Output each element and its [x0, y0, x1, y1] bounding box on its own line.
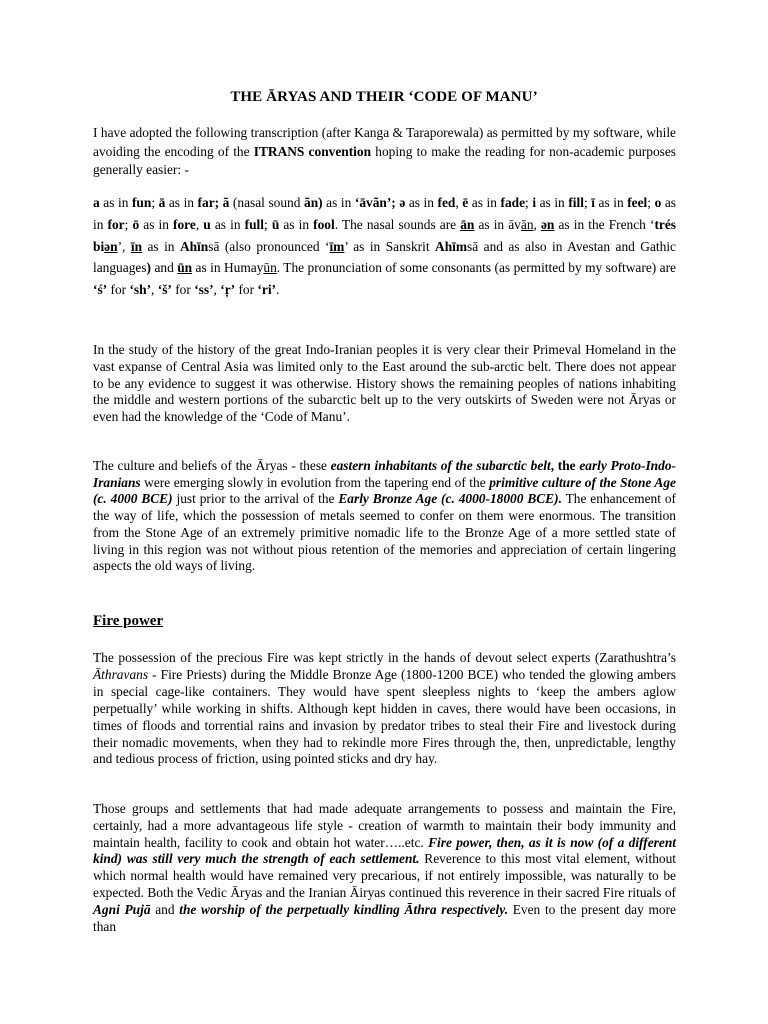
key-text: ’ as in Sanskrit [344, 238, 436, 254]
key-example: fade [500, 195, 526, 210]
key-text: for [171, 282, 195, 298]
key-text: sā [467, 238, 479, 254]
emphasis-text: Fire power, then, as it is now (of a different kind) was still very much the strength of each settlement. [93, 834, 676, 867]
key-symbol: a [93, 195, 100, 210]
key-symbol: ‘sh’ [129, 282, 152, 298]
key-symbol: o [654, 195, 662, 210]
key-text: , [195, 216, 204, 232]
key-text: as in the French ‘ [554, 216, 655, 232]
key-text: as in [468, 195, 501, 210]
key-symbol: ‘ri’ [257, 282, 277, 298]
history-paragraph: In the study of the history of the great Indo-Iranian peoples it is very clear their Primeval Homeland in the vast expanse of Central Asia was limited only to the East around the sub-arctic belt. There does not appear to be any evidence to suggest it was otherwise. History shows the remaining peoples of nations inhabiting the middle and western portions of the subarctic belt up to the very outskirts of Sweden were not Āryas or even had the knowledge of the ‘Code of Manu’. [93, 342, 676, 425]
key-text: ; [151, 195, 159, 210]
emphasis-text: Āthravans [93, 666, 149, 682]
key-symbol: i [532, 195, 537, 210]
key-text: ; [124, 216, 133, 232]
key-text: and as also in Avestan and Gathic languages [93, 238, 676, 276]
key-text: āv [508, 216, 521, 232]
key-text: , [533, 216, 541, 232]
key-symbol: ō [132, 216, 140, 232]
body-text: Even to the present day more than [93, 901, 676, 934]
key-example: fool [313, 216, 335, 232]
key-symbol: ā [158, 195, 166, 210]
key-example: fill [568, 195, 584, 210]
key-text: for [235, 282, 258, 298]
key-text: for [107, 282, 130, 298]
emphasis-text: eastern inhabitants of the subarctic belt [330, 458, 551, 473]
settlements-paragraph [93, 801, 676, 935]
key-text: . [276, 282, 280, 298]
key-example: far; ã [197, 195, 230, 210]
body-text: and [150, 901, 180, 917]
emphasis-text: the worship of the perpetually kindling Āthra respectively. [179, 901, 509, 917]
key-example: ‘āvãn’; ə [354, 195, 406, 210]
body-text: The enhancement of the way of life, which the possession of metals seemed to confer on them were enormous. The transition from the Stone Age of an extremely primitive nomadic life to the Bronze Age of a more settled state of living in this region was not without pious retention of the memories and appreciation of certain lingering aspects the old ways of living. [93, 491, 676, 574]
key-text: as in [322, 195, 355, 210]
key-text: ; [525, 195, 533, 210]
key-text: as in [165, 195, 198, 210]
key-text: ; [647, 195, 655, 210]
key-symbol: ãn) [304, 195, 323, 210]
key-symbol: ūn [263, 260, 277, 276]
body-text: The possession of the precious Fire was kept strictly in the hands of devout select experts (Zarathushtra’s [93, 650, 676, 665]
key-text: as in [142, 238, 180, 254]
key-text: . The pronunciation of some consonants (as permitted by my software) are [276, 260, 676, 276]
body-text: , the [550, 458, 580, 473]
culture-paragraph [93, 458, 676, 575]
key-text: as in [405, 195, 438, 210]
key-symbol: ən [104, 238, 118, 254]
page-title: THE ĀRYAS AND THEIR ‘CODE OF MANU’ [230, 89, 538, 105]
key-symbol: ‘š’ [157, 282, 172, 298]
key-example: trés bi [93, 216, 676, 254]
key-example: fore [173, 216, 196, 232]
key-example: for [107, 216, 125, 232]
transcription-key-paragraph [93, 192, 676, 301]
key-symbol: ān [460, 216, 475, 232]
key-symbol: ē [462, 195, 469, 210]
key-text: , [213, 282, 221, 298]
body-text: - Fire Priests) during the Middle Bronze Age (1800-1200 BCE) who tended the glowing ambers in special cage-like containers. They would have spent sleepless nights to ‘keep the ambers aglow perpetually’ while working in shifts. Although kept hidden in caves, there would have been occasions, in times of floods and torrential rains and invasion by predator tribes to steal their Fire and livestock during their nomadic movements, when they had to rekindle more Fires through the, then, unpredictable, lengthy and tedious process of friction, using pointed sticks and dry hay. [93, 666, 676, 767]
fire-possession-paragraph [93, 650, 676, 768]
emphasis-text: primitive culture of the Stone Age (c. 4000 BCE) [93, 474, 676, 507]
key-example: Ahīn [179, 238, 209, 254]
key-text: as in [536, 195, 569, 210]
key-text: , [455, 195, 463, 210]
key-text: , [151, 282, 158, 298]
key-symbol: ī [591, 195, 595, 210]
key-text: (also pronounced ‘ [219, 238, 330, 254]
key-text: as in [99, 195, 132, 210]
body-text: The culture and beliefs of the Āryas - these [93, 458, 331, 473]
key-text: as in [139, 216, 174, 232]
body-text: were emerging slowly in evolution from the tapering end of the [140, 474, 490, 490]
key-text: as in Humay [192, 260, 264, 276]
key-symbol: ūn [177, 260, 193, 276]
key-text: as in [93, 195, 676, 232]
key-example: fed [437, 195, 456, 210]
itrans-convention: ITRANS convention [253, 143, 372, 159]
key-symbol: ən [540, 216, 555, 232]
body-text: just prior to the arrival of the [172, 491, 339, 507]
key-symbol: ān [520, 216, 534, 232]
intro-paragraph [93, 124, 676, 180]
key-symbol: īn [130, 238, 143, 254]
key-text: as in [594, 195, 628, 210]
key-symbol: ū [271, 216, 280, 232]
key-symbol: u [203, 216, 211, 232]
key-text: ’, [117, 238, 131, 254]
emphasis-text: early Proto-Indo-Iranians [93, 458, 676, 490]
key-example: Ahīm [435, 238, 468, 254]
key-symbol: īm [329, 238, 345, 254]
key-text: as in [210, 216, 245, 232]
key-text: and [151, 260, 178, 276]
key-example: full [244, 216, 264, 232]
emphasis-text: Early Bronze Age (c. 4000-18000 BCE). [338, 491, 562, 507]
key-text: . The nasal sounds are [334, 216, 461, 232]
key-text: ) [146, 260, 152, 276]
intro-text: I have adopted the following transcription (after Kanga & Taraporewala) as permitted by my software, while avoiding the encoding of the [93, 125, 676, 159]
key-text: as in [474, 216, 509, 232]
key-text: ; [583, 195, 592, 210]
emphasis-text: Agni Pujā [93, 901, 151, 917]
key-example: fun [131, 195, 152, 210]
key-text: as in [279, 216, 314, 232]
key-symbol: ‘ŗ’ [220, 282, 236, 298]
key-text: ; [263, 216, 272, 232]
key-symbol: ‘ss’ [194, 282, 214, 298]
section-heading-fire-power: Fire power [93, 613, 164, 629]
key-text: (nasal sound [229, 195, 304, 210]
intro-text: hoping to make the reading for non-academic purposes generally easier: - [93, 143, 677, 177]
key-example: feel [627, 195, 648, 210]
key-symbol: ‘ś’ [93, 282, 108, 298]
key-text: sā [208, 238, 220, 254]
body-text: Those groups and settlements that had made adequate arrangements to possess and maintain the Fire, certainly, had a more advantageous life style - creation of warmth to maintain their body immunity and maintain health, facility to cook and obtain hot water…..etc. [93, 801, 676, 850]
body-text: Reverence to this most vital element, without which normal health would have remained very precarious, if not entirely impossible, was naturally to be expected. Both the Vedic Āryas and the Iranian Āiryas continued this reverence in their sacred Fire rituals of [93, 851, 676, 900]
